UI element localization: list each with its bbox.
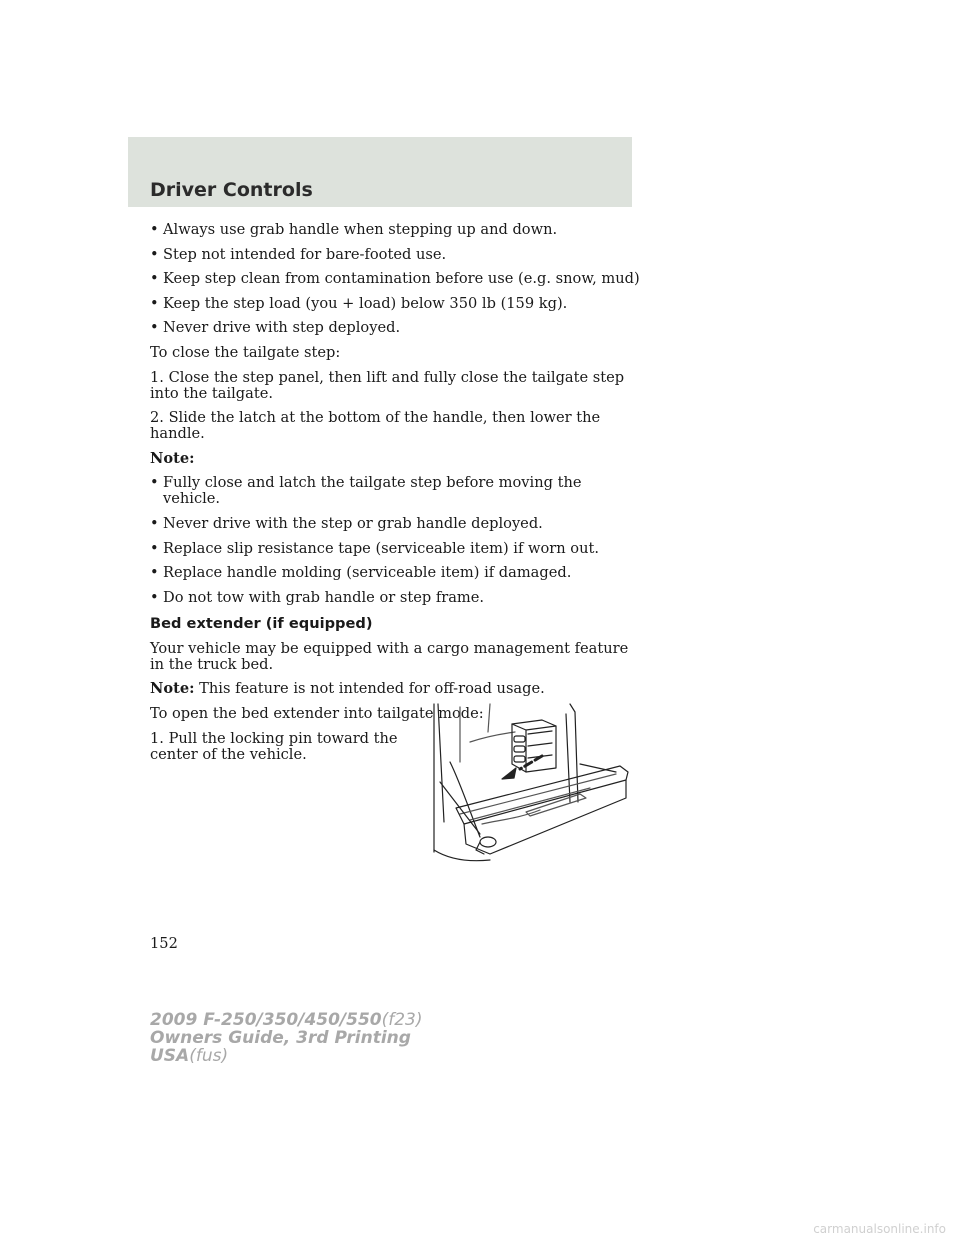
list-item: • Never drive with step deployed.: [150, 319, 401, 337]
bullet-icon: •: [150, 270, 159, 288]
open-step-1: 1. Pull the locking pin toward the center of the vehicle.: [150, 729, 398, 763]
section-heading: Bed extender (if equipped): [150, 614, 373, 632]
page-title: Driver Controls: [150, 179, 313, 201]
close-step-1: 1. Close the step panel, then lift and fully close the tailgate step into the tailgate.: [150, 368, 625, 402]
bullet-icon: •: [150, 221, 159, 238]
list-item: • Never drive with the step or grab handle deployed.: [150, 514, 543, 532]
bullet-icon: •: [150, 319, 159, 337]
document-footer: [150, 1011, 423, 1065]
list-item: • Replace slip resistance tape (serviceable item) if worn out.: [150, 539, 599, 557]
list-item: • Do not tow with grab handle or step frame.: [150, 588, 485, 606]
list-item: • Keep step clean from contamination before use (e.g. snow, mud): [150, 270, 640, 288]
list-item: • Fully close and latch the tailgate step before moving the vehicle.: [150, 474, 582, 508]
footer-line-2: Owners Guide, 3rd Printing: [150, 1028, 411, 1048]
list-item: • Keep the step load (you + load) below 350 lb (159 kg).: [150, 294, 568, 312]
open-intro: To open the bed extender into tailgate mode:: [150, 704, 484, 722]
close-step-2: 2. Slide the latch at the bottom of the handle, then lower the handle.: [150, 409, 601, 443]
bullet-icon: •: [150, 245, 159, 263]
watermark: carmanualsonline.info: [813, 1222, 946, 1236]
bullet-icon: •: [150, 474, 159, 492]
bed-extender-illustration: [430, 702, 635, 864]
bed-extender-intro: Your vehicle may be equipped with a cargo management feature in the truck bed.: [150, 639, 629, 673]
list-item: • Always use grab handle when stepping up and down.: [150, 221, 558, 238]
bullet-icon: •: [150, 539, 159, 557]
note-text: This feature is not intended for off-road usage.: [199, 680, 545, 698]
page-content: [150, 222, 640, 771]
bullet-icon: •: [150, 588, 159, 606]
note-label: Note:: [150, 449, 195, 467]
list-item: • Replace handle molding (serviceable item) if damaged.: [150, 564, 572, 582]
bullet-icon: •: [150, 514, 159, 532]
list-item: • Step not intended for bare-footed use.: [150, 245, 447, 263]
footer-line-1: 2009 F-250/350/450/550(f23): [150, 1010, 423, 1030]
bullet-icon: •: [150, 294, 159, 312]
note-label: Note:: [150, 680, 195, 698]
footer-line-3: USA(fus): [150, 1046, 229, 1066]
close-intro: To close the tailgate step:: [150, 343, 341, 361]
bullet-icon: •: [150, 564, 159, 582]
page-number: 152: [150, 935, 178, 952]
note-paragraph: [150, 681, 640, 697]
